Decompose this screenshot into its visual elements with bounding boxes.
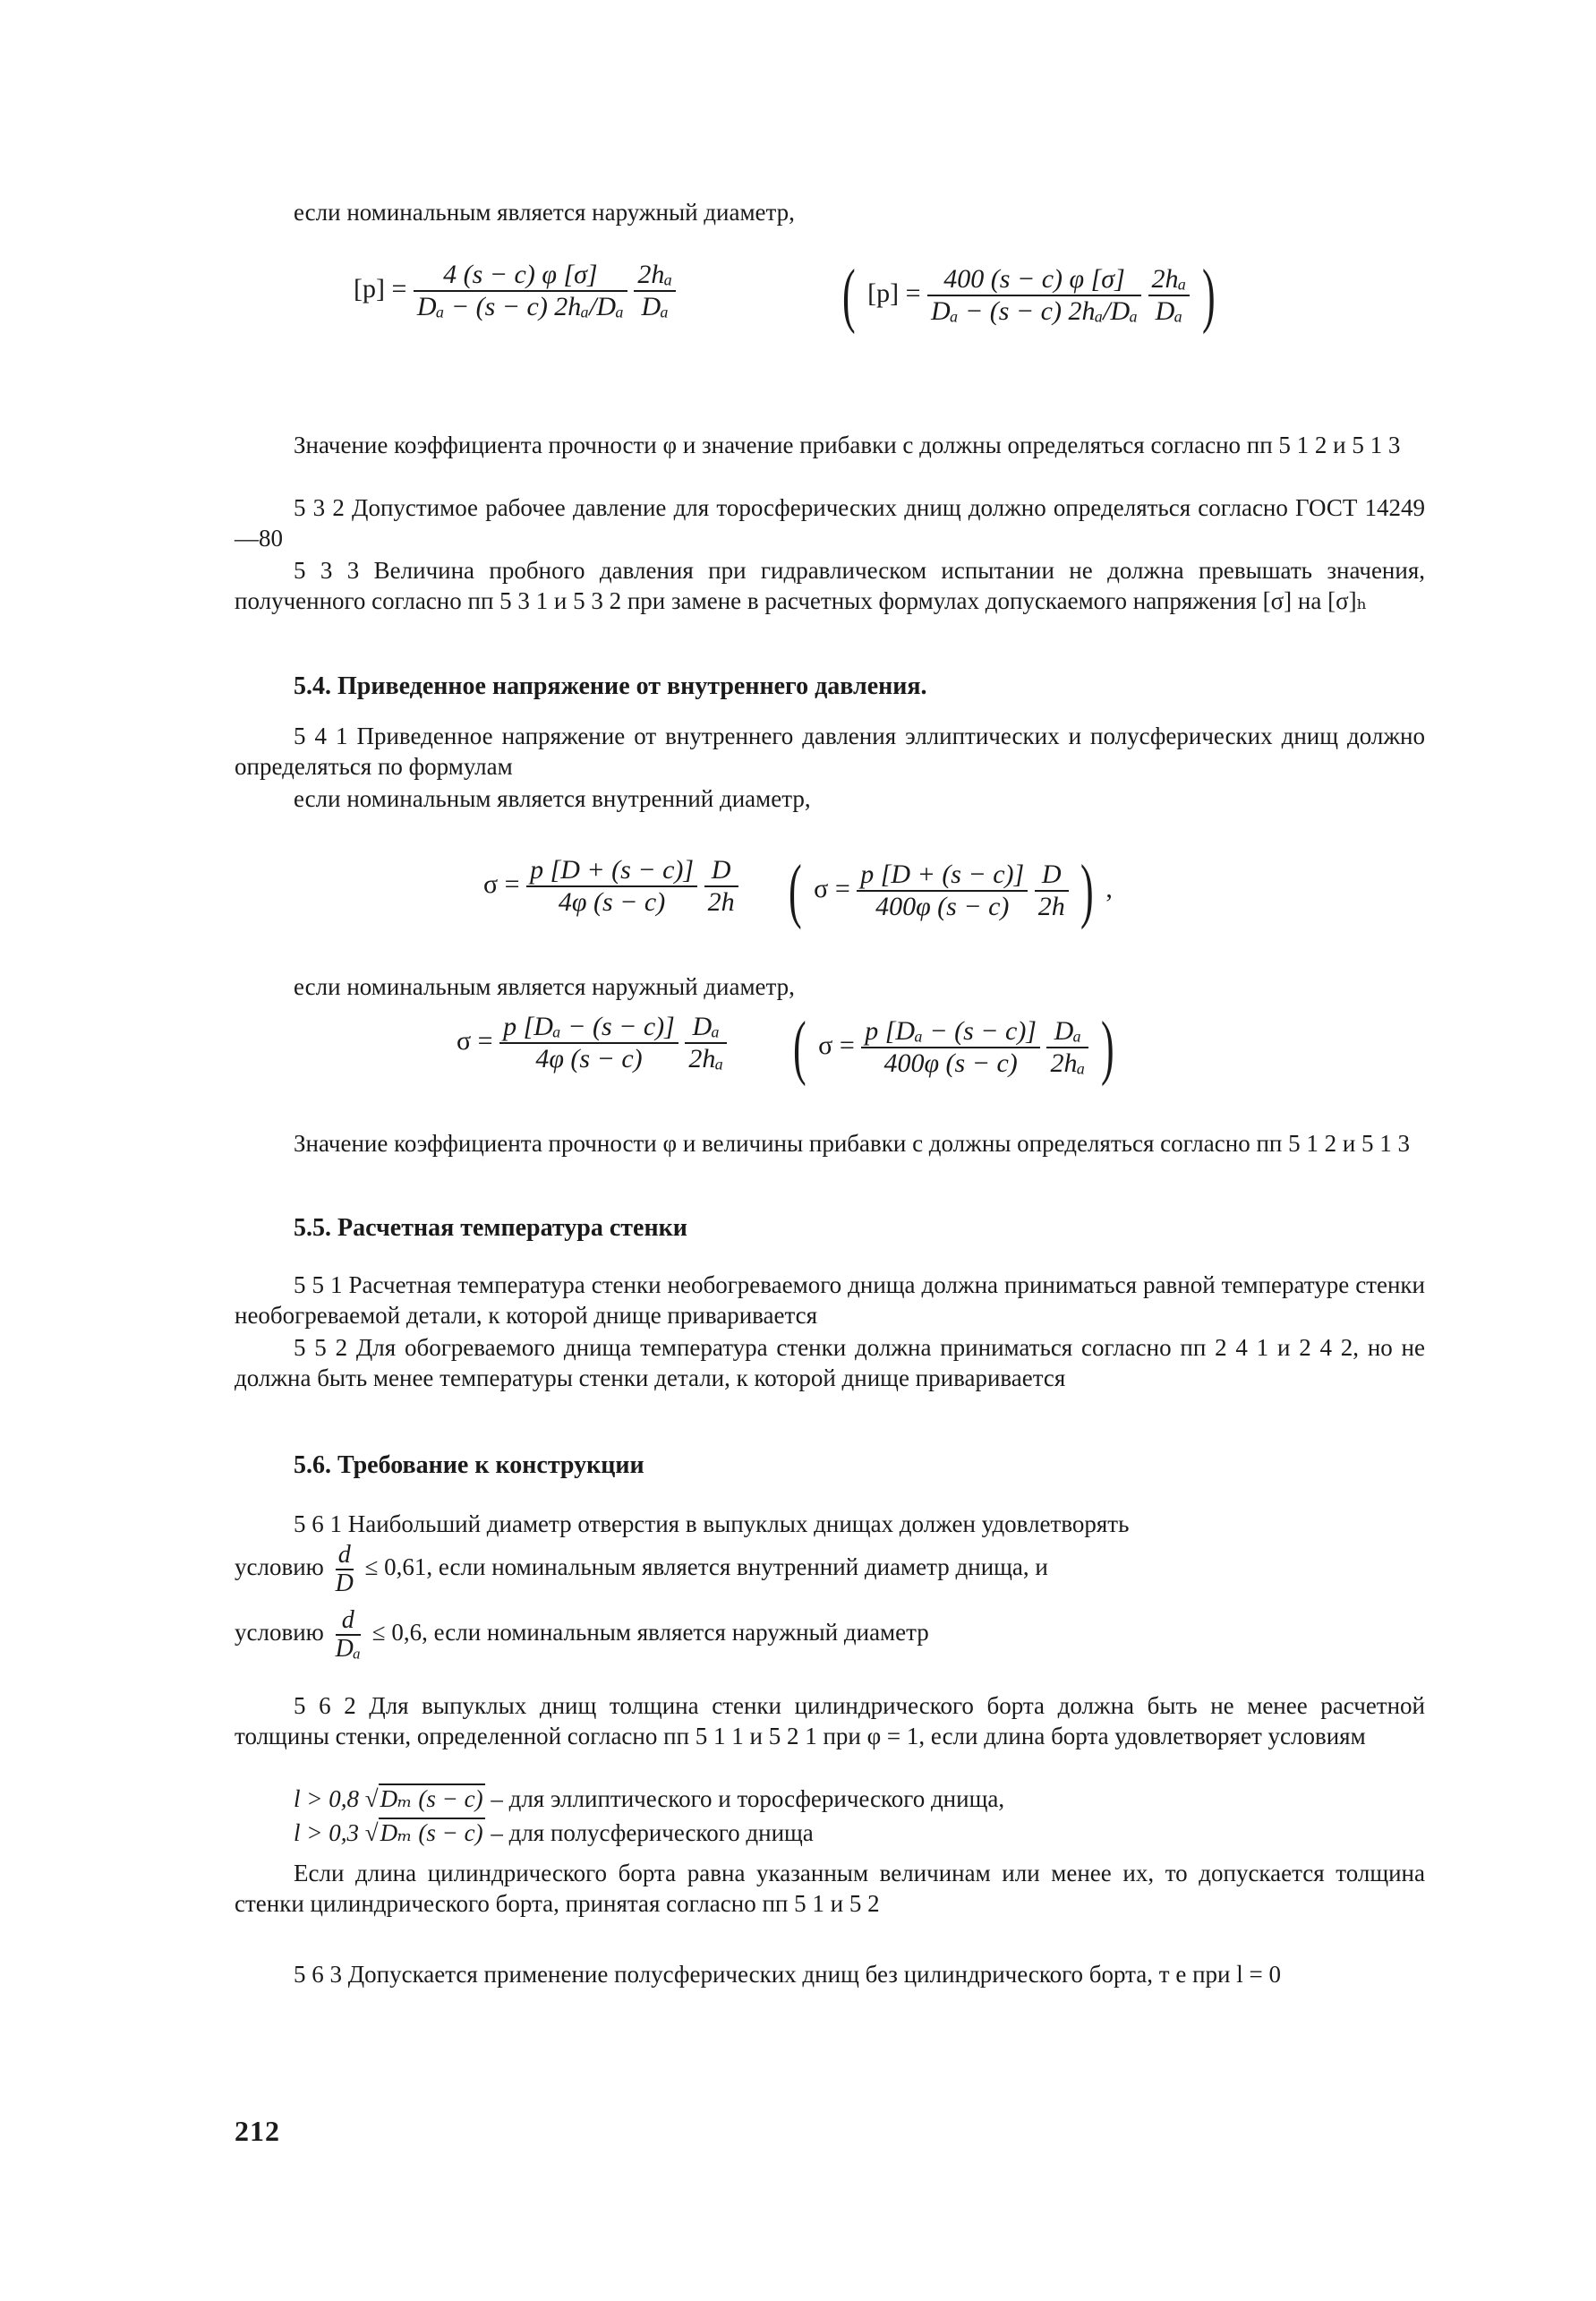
left-paren: ( — [788, 851, 802, 930]
formula-pressure-outer — [354, 260, 676, 322]
factor-numerator: 2hₐ — [1148, 264, 1191, 296]
paragraph-inner-diameter: если номинальным является внутренний диаметр, — [294, 785, 811, 812]
sqrt-radicand: Dₘ (s − c) — [380, 1785, 483, 1812]
right-paren: ) — [1080, 851, 1094, 930]
factor-denominator: Dₐ — [641, 292, 669, 321]
inequality-hemispherical — [294, 1818, 814, 1848]
inequality-lhs: l > 0,3 — [294, 1819, 359, 1846]
condition-fraction — [336, 1607, 361, 1663]
formula-numerator: p [D + (s − c)] — [526, 855, 697, 887]
factor-denominator: 2hₐ — [1050, 1048, 1086, 1078]
condition-tail: если номинальным является наружный диаметр — [433, 1619, 929, 1647]
condition-numerator: d — [336, 1607, 361, 1636]
factor-numerator: 2hₐ — [634, 260, 676, 292]
formula-denominator: 400φ (s − c) — [883, 1048, 1018, 1078]
formula-lhs: σ = — [457, 1025, 493, 1056]
right-paren: ) — [1100, 1008, 1114, 1087]
formula-fraction — [927, 264, 1141, 327]
condition-denominator: D — [335, 1570, 354, 1597]
condition-inner-diameter — [235, 1542, 1425, 1597]
formula-denominator: Dₐ − (s − c) 2hₐ/Dₐ — [416, 292, 624, 321]
formula-factor — [704, 855, 738, 918]
condition-word: условию — [235, 1619, 324, 1647]
paragraph-outer-diameter: если номинальным является наружный диаметр, — [294, 973, 795, 1000]
condition-word: условию — [235, 1553, 324, 1581]
intro-line: если номинальным является наружный диаметр, — [294, 199, 795, 226]
condition-fraction — [336, 1542, 354, 1597]
condition-rhs: ≤ 0,6, — [371, 1619, 428, 1647]
sqrt-radicand: Dₘ (s − c) — [380, 1819, 483, 1846]
factor-numerator: D — [704, 855, 738, 887]
formula-lhs: [p] = — [354, 273, 407, 304]
heading-5-6: 5.6. Требование к конструкции — [294, 1451, 644, 1479]
paragraph-5-6-2: 5 6 2 Для выпуклых днищ толщина стенки цилиндрического борта должна быть не менее расчетной толщины стенки, определенной согласно пп 5 1 1 и 5 2 1 при φ = 1, если длина борта удовлетворяет условиям — [235, 1692, 1425, 1749]
condition-numerator: d — [336, 1542, 354, 1570]
paragraph-5-6-1: 5 6 1 Наибольший диаметр отверстия в выпуклых днищах должен удовлетворять — [294, 1510, 1130, 1537]
factor-numerator: Dₐ — [1046, 1016, 1088, 1048]
formula-lhs: σ = — [818, 1030, 855, 1060]
formula-factor — [634, 260, 676, 322]
formula-numerator: p [Dₐ − (s − c)] — [499, 1012, 679, 1044]
factor-denominator: 2h — [707, 887, 735, 917]
inequality-ellipsoidal — [294, 1783, 1004, 1814]
right-paren: ) — [1201, 256, 1216, 335]
page-number: 212 — [235, 2115, 280, 2147]
paragraph-length: Если длина цилиндрического борта равна указанным величинам или менее их, то допускается толщина стенки цилиндрического борта, принятая согласно пп 5 1 и 5 2 — [235, 1860, 1425, 1917]
paragraph-5-3-3: 5 3 3 Величина пробного давления при гидравлическом испытании не должна превышать значения, полученного согласно пп 5 3 1 и 5 3 2 при замене в расчетных формулах допускаемого напряжения [σ] на [σ]ₕ — [235, 557, 1425, 614]
paragraph-5-6-3: 5 6 3 Допускается применение полусферических днищ без цилиндрического борта, т е при l = 0 — [294, 1961, 1281, 1988]
paragraph-5-4-1: 5 4 1 Приведенное напряжение от внутреннего давления эллиптических и полусферических днищ должно определяться по формулам — [235, 723, 1425, 780]
sqrt-sign: √ — [364, 1785, 379, 1812]
paragraph-5-5-2: 5 5 2 Для обогреваемого днища температура стенки должна приниматься согласно пп 2 4 1 и 2 4 2, но не должна быть менее температуры стенки детали, к которой днище приваривается — [235, 1334, 1425, 1391]
formula-numerator: p [Dₐ − (s − c)] — [861, 1016, 1040, 1048]
formula-denominator: 4φ (s − c) — [535, 1044, 643, 1074]
formula-trail: , — [1105, 873, 1113, 903]
formula-denominator: 400φ (s − c) — [875, 892, 1010, 921]
formula-denominator: Dₐ − (s − c) 2hₐ/Dₐ — [931, 296, 1138, 326]
formula-numerator: p [D + (s − c)] — [857, 860, 1028, 892]
condition-outer-diameter — [235, 1607, 929, 1663]
sqrt-sign: √ — [364, 1819, 379, 1846]
condition-tail: если номинальным является внутренний диаметр днища, и — [438, 1553, 1048, 1581]
formula-numerator: 400 (s − c) φ [σ] — [927, 264, 1141, 296]
formula-factor — [1046, 1016, 1088, 1079]
formula-fraction — [861, 1016, 1040, 1079]
formula-pressure-outer-alt — [837, 256, 1220, 335]
formula-numerator: 4 (s − c) φ [σ] — [414, 260, 627, 292]
formula-fraction — [526, 855, 697, 918]
formula-stress-inner — [483, 855, 738, 918]
condition-rhs: ≤ 0,61, — [364, 1553, 433, 1581]
formula-stress-outer — [457, 1012, 727, 1074]
formula-factor — [1035, 860, 1069, 922]
paragraph-coefficient-2: Значение коэффициента прочности φ и величины прибавки с должны определяться согласно пп 5 1 2 и 5 1 3 — [294, 1130, 1411, 1157]
heading-5-4: 5.4. Приведенное напряжение от внутреннего давления. — [294, 672, 927, 700]
formula-factor — [1148, 264, 1191, 327]
factor-denominator: Dₐ — [1155, 296, 1183, 326]
formula-denominator: 4φ (s − c) — [558, 887, 666, 917]
formula-lhs: σ = — [483, 868, 520, 899]
paragraph-5-3-2: 5 3 2 Допустимое рабочее давление для торосферических днищ должно определяться согласно ГОСТ 14249—80 — [235, 494, 1425, 552]
formula-factor — [685, 1012, 727, 1074]
condition-denominator: Dₐ — [335, 1635, 361, 1663]
factor-denominator: 2h — [1037, 892, 1065, 921]
factor-numerator: Dₐ — [685, 1012, 727, 1044]
inequality-tail: – для полусферического днища — [491, 1819, 814, 1846]
inequality-tail: – для эллиптического и торосферического днища, — [491, 1785, 1005, 1812]
formula-lhs: [p] = — [867, 278, 921, 308]
formula-stress-outer-alt — [788, 1008, 1119, 1087]
formula-stress-inner-alt — [783, 851, 1113, 930]
formula-fraction — [857, 860, 1028, 922]
left-paren: ( — [792, 1008, 807, 1087]
factor-numerator: D — [1035, 860, 1069, 892]
left-paren: ( — [841, 256, 856, 335]
heading-5-5: 5.5. Расчетная температура стенки — [294, 1214, 687, 1242]
paragraph-5-5-1: 5 5 1 Расчетная температура стенки необогреваемого днища должна приниматься равной температуре стенки необогреваемой детали, к которой днище приваривается — [235, 1271, 1425, 1329]
formula-fraction — [414, 260, 627, 322]
paragraph-coefficient-1: Значение коэффициента прочности φ и значение прибавки с должны определяться согласно пп 5 1 2 и 5 1 3 — [294, 432, 1401, 458]
factor-denominator: 2hₐ — [688, 1044, 724, 1074]
formula-lhs: σ = — [814, 873, 850, 903]
formula-fraction — [499, 1012, 679, 1074]
inequality-lhs: l > 0,8 — [294, 1785, 359, 1812]
